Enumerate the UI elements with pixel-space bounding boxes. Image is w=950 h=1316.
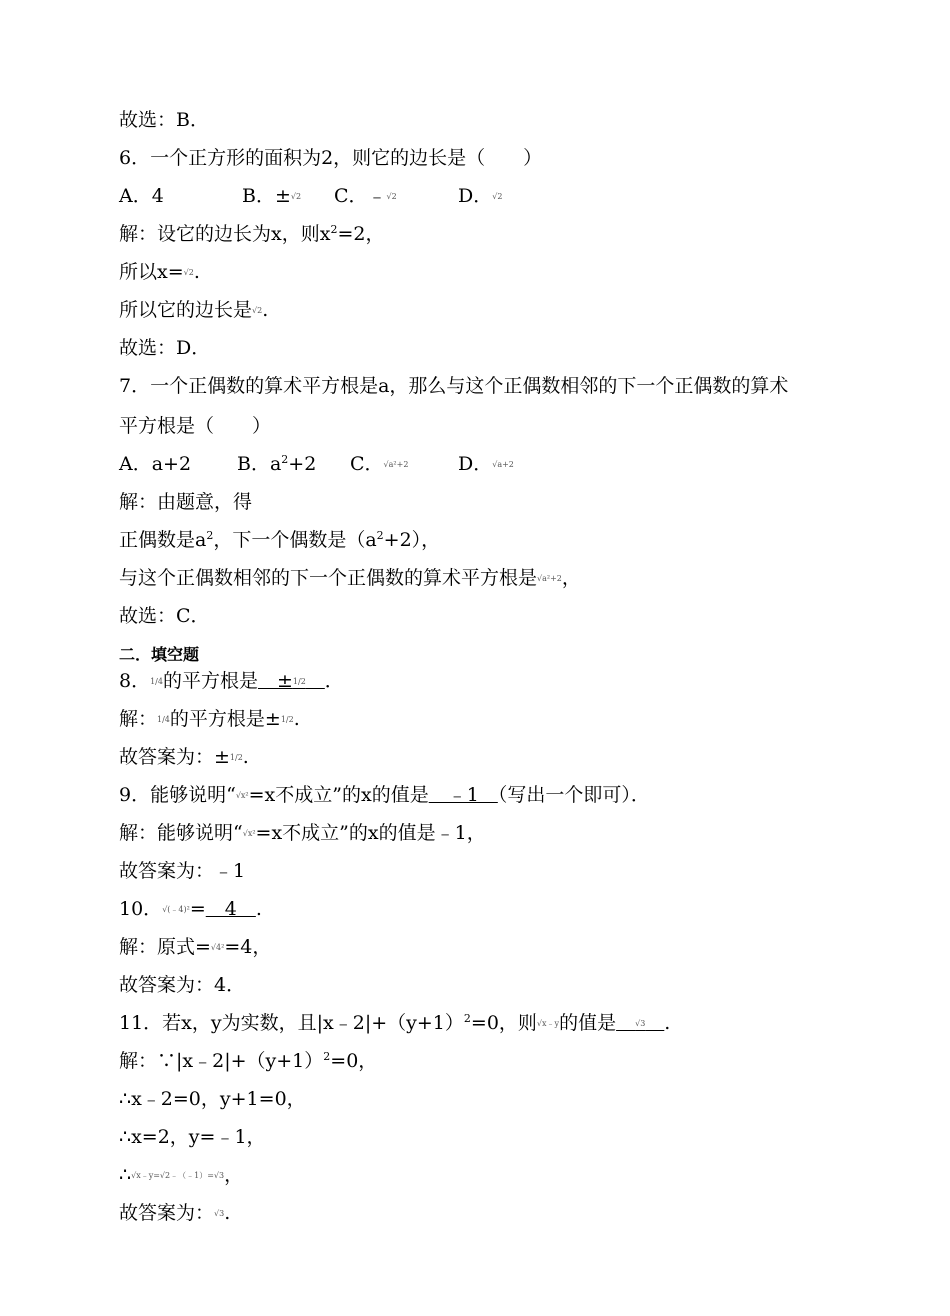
question-7-line-2: 平方根是（ ） [119, 415, 272, 437]
answer-blank: √3 [635, 1019, 646, 1028]
line-24: 故答案为：4． [119, 974, 246, 996]
line-13: 与这个正偶数相邻的下一个正偶数的算术平方根是√a²+2， [119, 567, 581, 589]
answer-blank: ﹣1 [428, 784, 498, 806]
question-9: 9．能够说明“√x²=x不成立”的x的值是 ﹣1 （写出一个即可）． [119, 784, 650, 806]
option-c: C．√a²+2 [350, 453, 409, 475]
question-6-options [119, 184, 502, 209]
line-29: ∴√x﹣y=√2﹣（﹣1）=√3， [119, 1164, 244, 1186]
line-23: 解：原式=√4²=4， [119, 936, 272, 958]
line-20: 解：能够说明“√x²=x不成立”的x的值是﹣1， [119, 822, 486, 844]
option-a: A．a+2 [119, 453, 192, 475]
option-a: A．4 [119, 185, 164, 207]
line-4: 解：设它的边长为x，则$x^2=2$， [119, 223, 385, 245]
line-27: ∴x﹣2=0，y+1=0， [119, 1088, 306, 1110]
line-26: 解：$\because|x﹣2|+(y+1)^2=0$， [119, 1050, 378, 1072]
line-1: 故选：B． [119, 109, 209, 131]
line-7: 故选：D． [119, 337, 211, 359]
question-8: 8．1/4的平方根是 ±1/2 ． [119, 670, 344, 692]
line-18: 故答案为：±1/2. [119, 746, 249, 768]
line-12: 正偶数是$a^2$，下一个偶数是$(a^2+2)$， [119, 529, 441, 551]
option-d: D．√2 [458, 185, 503, 207]
option-b: B．±√2 [242, 185, 302, 207]
answer-blank: ±1/2 [257, 670, 306, 692]
line-14: 故选：C． [119, 605, 210, 627]
question-6: 6．一个正方形的面积为2，则它的边长是（ ） [119, 147, 543, 169]
question-7-line-1: 7．一个正偶数的算术平方根是a，那么与这个正偶数相邻的下一个正偶数的算术 [119, 375, 789, 397]
question-11: 11．若x，y为实数，且$|x﹣2|+(y+1)^2=0$，则√x﹣y的值是 √3 . [119, 1012, 671, 1034]
line-30: 故答案为：√3. [119, 1202, 231, 1224]
line-28: ∴x=2，y=﹣1， [119, 1126, 266, 1148]
line-17: 解：1/4的平方根是±1/2. [119, 708, 300, 730]
question-10: 10．√(﹣4)²= 4 . [119, 898, 262, 920]
option-d: D．√a+2 [458, 453, 514, 475]
section-heading: 二．填空题 [119, 645, 200, 664]
option-b: B．$a^2+2$ [237, 453, 317, 475]
line-5: 所以x=√2. [119, 261, 200, 283]
answer-blank: 4 [205, 898, 256, 920]
line-21: 故答案为：﹣1 [119, 860, 246, 882]
line-6: 所以它的边长是√2. [119, 299, 269, 321]
option-c: C．﹣√2 [334, 185, 397, 207]
question-7-options [119, 452, 514, 477]
line-11: 解：由题意，得 [119, 491, 253, 513]
